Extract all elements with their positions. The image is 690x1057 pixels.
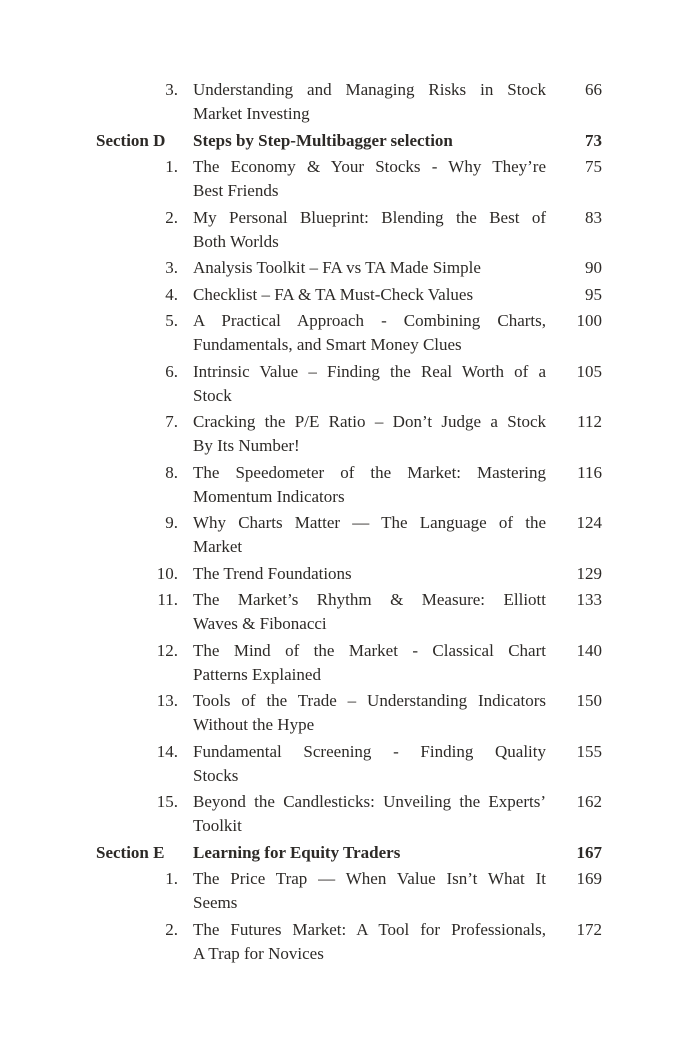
toc-entry-page-number: 75 (585, 157, 602, 176)
toc-entry-title (193, 639, 546, 687)
toc-entry-label: 15. (156, 792, 178, 811)
toc-entry-row (96, 78, 602, 126)
toc-title-line: Understanding and Managing Risks in Stock (193, 80, 546, 99)
toc-entry-title (193, 689, 546, 737)
toc-entry-row (96, 740, 602, 788)
toc-title-line: A Trap for Novices (193, 943, 324, 963)
toc-entry-page-number: 140 (576, 640, 602, 660)
toc-entry-row (96, 283, 602, 307)
toc-entry-title (193, 155, 546, 203)
toc-title-line: Fundamentals, and Smart Money Clues (193, 335, 462, 354)
toc-entry-title (193, 511, 546, 559)
toc-entry-label: 4. (165, 284, 178, 304)
toc-entry-page-number: 83 (585, 207, 602, 227)
toc-section-row (96, 841, 602, 865)
toc-entry-title (193, 588, 546, 636)
toc-title-line: Seems (193, 893, 238, 912)
toc-entry-row (96, 588, 602, 636)
toc-entry-title (193, 841, 546, 865)
toc-entry-row (96, 461, 602, 509)
toc-entry-label: 1. (165, 869, 178, 888)
toc-entry-label: 2. (165, 919, 178, 939)
toc-title-line: Market Investing (193, 104, 310, 123)
toc-entry-page-number: 150 (576, 691, 602, 710)
toc-title-line: Toolkit (193, 816, 242, 835)
toc-entry-page-number: 66 (585, 80, 602, 99)
toc-entry-row (96, 790, 602, 838)
toc-entry-label: 9. (165, 513, 178, 532)
toc-title-line: Stocks (193, 765, 239, 785)
toc-title-line: Stock (193, 385, 232, 405)
toc-title-line: Both Worlds (193, 231, 279, 251)
toc-entry-row (96, 309, 602, 357)
toc-entry-label: 14. (156, 741, 178, 761)
toc-entry-title (193, 309, 546, 357)
toc-title-line: Fundamental Screening - Finding Quality (193, 741, 546, 761)
toc-title-line: Cracking the P/E Ratio – Don’t Judge a Stock (193, 412, 546, 431)
toc-title-line: The Trend Foundations (193, 563, 352, 583)
toc-title-line: The Mind of the Market - Classical Chart (193, 640, 546, 660)
toc-entry-page-number: 124 (576, 513, 602, 532)
toc-entry-page-number: 167 (576, 842, 602, 862)
toc-entry-row (96, 256, 602, 280)
toc-entry-title (193, 410, 546, 458)
toc-entry-page-number: 172 (576, 919, 602, 939)
toc-entry-label: 13. (156, 691, 178, 710)
toc-title-line: Waves & Fibonacci (193, 614, 327, 633)
toc-entry-page-number: 105 (576, 361, 602, 381)
toc-entry-page-number: 100 (576, 311, 602, 330)
toc-entry-title (193, 562, 546, 586)
toc-entry-title (193, 206, 546, 254)
toc-title-line: The Economy & Your Stocks - Why They’re (193, 157, 546, 176)
toc-title-line: My Personal Blueprint: Blending the Best of (193, 207, 546, 227)
toc-title-line: The Futures Market: A Tool for Professionals, (193, 919, 546, 939)
toc-title-line: Market (193, 537, 243, 556)
toc-entry-page-number: 162 (576, 792, 602, 811)
toc-entry-label: 1. (165, 157, 178, 176)
toc-title-line: Learning for Equity Traders (193, 842, 401, 862)
toc-title-line: Steps by Step-Multibagger selection (193, 130, 453, 150)
toc-entry-page-number: 95 (585, 284, 602, 304)
toc-title-line: Checklist – FA & TA Must-Check Values (193, 284, 474, 304)
toc-entry-label: 3. (165, 80, 178, 99)
toc-entry-title (193, 256, 546, 280)
toc-title-line: Patterns Explained (193, 664, 321, 684)
toc-entry-row (96, 639, 602, 687)
toc-entry-row (96, 360, 602, 408)
toc-title-line: Intrinsic Value – Finding the Real Worth of a (193, 361, 546, 381)
toc-entry-row (96, 918, 602, 966)
table-of-contents (96, 78, 602, 966)
toc-entry-title (193, 129, 546, 153)
toc-title-line: The Price Trap — When Value Isn’t What It (193, 869, 546, 888)
toc-entry-title (193, 790, 546, 838)
toc-entry-label: 3. (165, 258, 178, 277)
toc-entry-label: Section D (96, 130, 166, 150)
toc-title-line: Why Charts Matter — The Language of the (193, 513, 546, 532)
toc-title-line: Best Friends (193, 181, 279, 200)
toc-entry-page-number: 169 (576, 869, 602, 888)
toc-entry-title (193, 283, 546, 307)
toc-entry-label: 11. (157, 590, 178, 609)
toc-title-line: Analysis Toolkit – FA vs TA Made Simple (193, 258, 481, 277)
toc-entry-title (193, 867, 546, 915)
toc-entry-label: 12. (156, 640, 178, 660)
toc-entry-page-number: 129 (576, 563, 602, 583)
toc-entry-row (96, 562, 602, 586)
toc-entry-page-number: 116 (577, 462, 602, 482)
toc-entry-label: 10. (156, 563, 178, 583)
toc-section-row (96, 129, 602, 153)
toc-entry-label: 8. (165, 462, 178, 482)
toc-entry-row (96, 206, 602, 254)
toc-entry-row (96, 410, 602, 458)
toc-entry-label: 6. (165, 361, 178, 381)
toc-entry-title (193, 78, 546, 126)
toc-title-line: Momentum Indicators (193, 486, 345, 506)
toc-entry-title (193, 360, 546, 408)
toc-entry-title (193, 461, 546, 509)
toc-title-line: By Its Number! (193, 436, 300, 455)
toc-title-line: Tools of the Trade – Understanding Indicators (193, 691, 546, 710)
toc-title-line: The Market’s Rhythm & Measure: Elliott (193, 590, 546, 609)
toc-title-line: The Speedometer of the Market: Mastering (193, 462, 546, 482)
toc-title-line: Without the Hype (193, 715, 315, 734)
toc-entry-row (96, 867, 602, 915)
toc-entry-label: Section E (96, 842, 165, 862)
toc-title-line: Beyond the Candlesticks: Unveiling the Experts’ (193, 792, 546, 811)
toc-title-line: A Practical Approach - Combining Charts, (193, 311, 546, 330)
toc-entry-row (96, 155, 602, 203)
toc-entry-page-number: 90 (585, 258, 602, 277)
toc-entry-page-number: 155 (576, 741, 602, 761)
toc-entry-page-number: 112 (577, 412, 602, 431)
toc-entry-row (96, 511, 602, 559)
toc-entry-title (193, 740, 546, 788)
toc-entry-label: 5. (165, 311, 178, 330)
toc-entry-page-number: 73 (585, 130, 602, 150)
toc-entry-page-number: 133 (576, 590, 602, 609)
toc-entry-title (193, 918, 546, 966)
toc-entry-label: 7. (165, 412, 178, 431)
toc-entry-label: 2. (165, 207, 178, 227)
toc-entry-row (96, 689, 602, 737)
